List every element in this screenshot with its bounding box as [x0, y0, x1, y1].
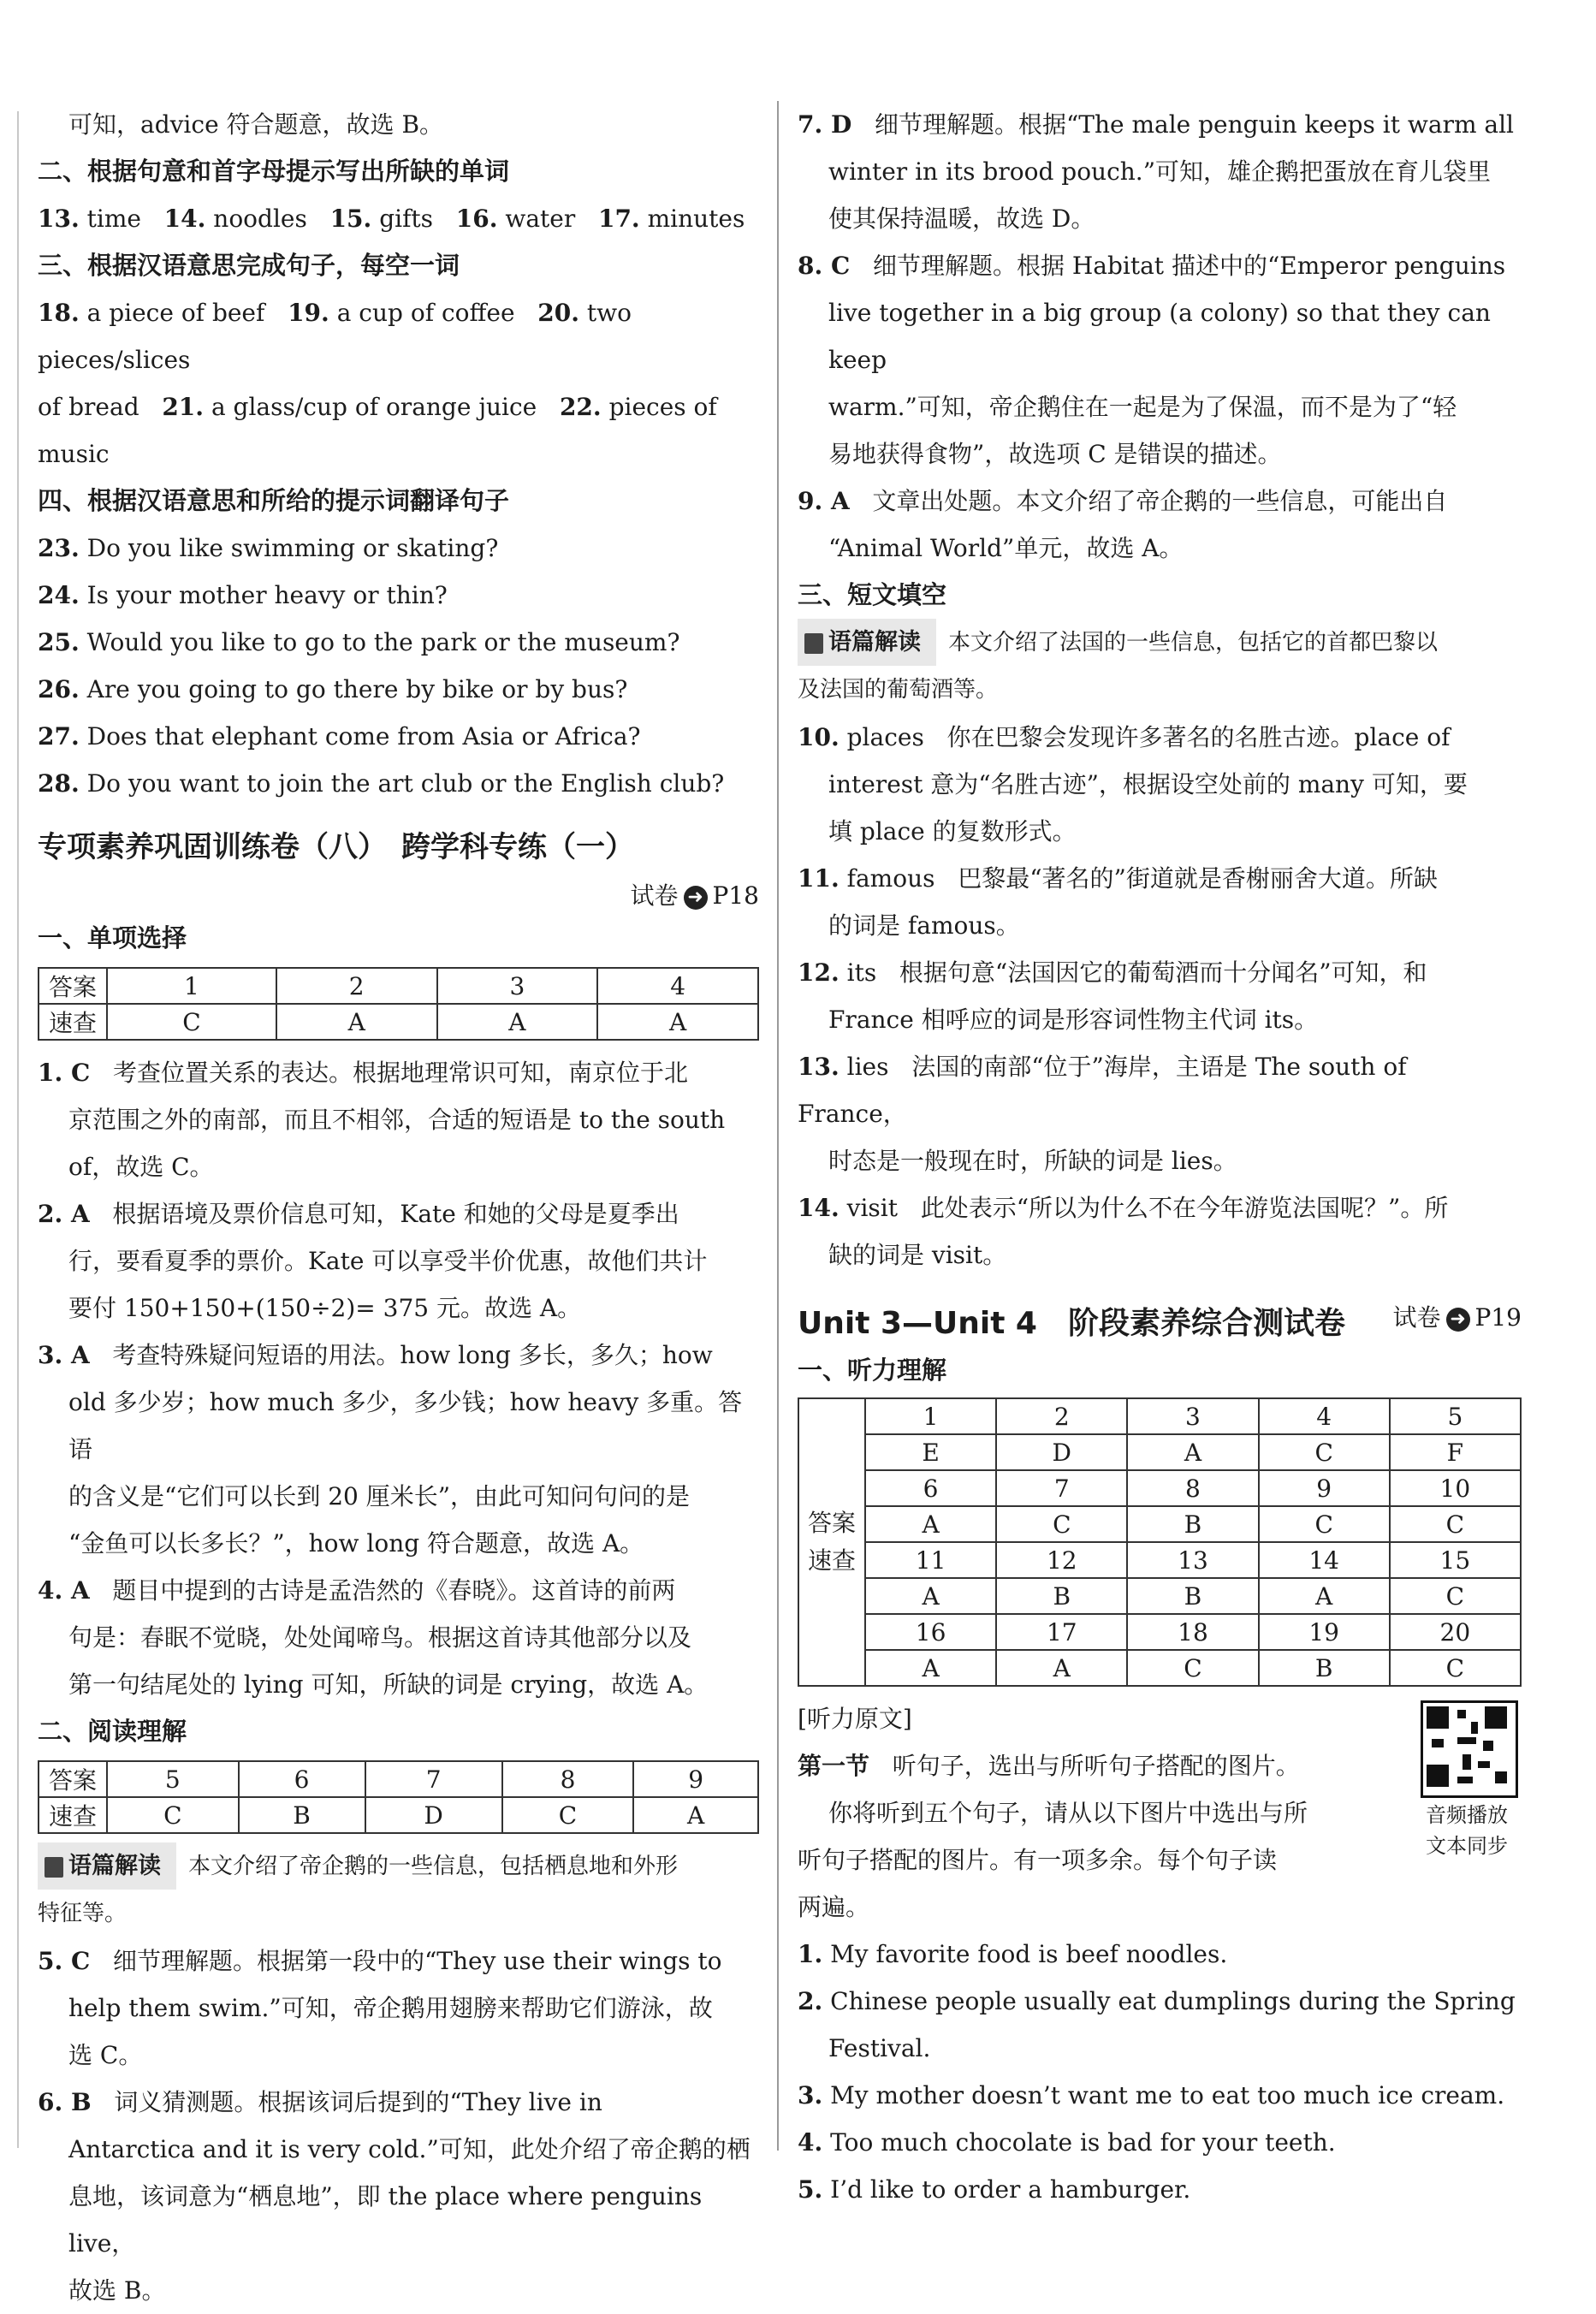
table-cell: C	[1127, 1650, 1258, 1686]
explanation-line: 的词是 famous。	[828, 911, 1020, 940]
item-number: 2.	[798, 1987, 823, 2015]
table-cell: B	[1127, 1506, 1258, 1542]
table-cell: E	[865, 1434, 996, 1470]
answer-text: Is your mother heavy or thin?	[86, 581, 448, 609]
book-icon	[804, 633, 823, 654]
instruction-line: 两遍。	[798, 1893, 870, 1921]
table-header: 答案	[39, 1761, 107, 1797]
listening-item	[798, 1931, 1522, 1978]
item-number: 9. A	[798, 487, 850, 515]
item-number: 21.	[162, 393, 205, 421]
explanation-line	[38, 1190, 759, 1237]
text-line: 可知，advice 符合题意，故选 B。	[68, 110, 444, 139]
table-header-text: 答案	[807, 1509, 856, 1537]
item-number: 10.	[798, 723, 840, 751]
paper-title: 专项素养巩固训练卷（八） 跨学科专练（一）	[38, 830, 634, 864]
table-cell: 10	[1390, 1470, 1521, 1506]
explanation-item	[38, 1567, 759, 1708]
item-number: 14.	[163, 205, 206, 233]
item-number: 22.	[559, 393, 602, 421]
answer-word: famous	[846, 864, 935, 893]
answer-text: gifts	[379, 205, 434, 233]
item-number: 17.	[597, 205, 640, 233]
explanation-line	[798, 1043, 1522, 1137]
table-cell: 3	[437, 968, 598, 1004]
answer-word: places	[846, 723, 924, 751]
answer-text: pieces of music	[38, 393, 717, 468]
table-cell: 16	[865, 1614, 996, 1650]
table-cell: 20	[1390, 1614, 1521, 1650]
table-cell: C	[996, 1506, 1127, 1542]
listening-item	[798, 2072, 1522, 2119]
arrow-right-icon: ➜	[1446, 1308, 1470, 1332]
explanation-text: 根据语境及票价信息可知，Kate 和她的父母是夏季出	[112, 1200, 679, 1228]
explanation-item	[798, 242, 1522, 478]
table-header-text: 速查	[807, 1546, 856, 1575]
table-cell: A	[633, 1797, 758, 1833]
item-number: 24.	[38, 581, 80, 609]
item-number: 5.	[798, 2175, 823, 2204]
answer-text: of bread	[38, 393, 139, 421]
listening-header: [听力原文]	[798, 1705, 912, 1733]
listening-text: My mother doesn’t want me to eat too much ice cream.	[830, 2081, 1505, 2109]
explanation-line	[38, 1937, 759, 1985]
answer-text: Are you going to go there by bike or by bus?	[86, 675, 628, 703]
explanation-line	[798, 1184, 1522, 1231]
listening-item	[798, 2166, 1522, 2213]
unit-title-row	[798, 1287, 1522, 1347]
answer-text: two pieces/slices	[38, 299, 632, 374]
section-heading: 一、听力理解	[798, 1356, 947, 1385]
passage-summary	[38, 1842, 759, 1890]
table-header: 速查	[39, 1004, 107, 1040]
table-cell: 12	[996, 1542, 1127, 1578]
explanation-line: 的含义是“它们可以长到 20 厘米长”，由此可知问句问的是	[68, 1482, 691, 1510]
qr-caption-line: 音频播放	[1426, 1803, 1508, 1827]
explanation-text: 细节理解题。根据第一段中的“They use their wings to	[112, 1947, 722, 1975]
table-cell: C	[1390, 1506, 1521, 1542]
table-cell: 14	[1259, 1542, 1390, 1578]
table-cell: 11	[865, 1542, 996, 1578]
column-divider	[777, 101, 779, 2151]
qr-code-icon[interactable]	[1421, 1700, 1518, 1798]
section-heading: 四、根据汉语意思和所给的提示词翻译句子	[38, 486, 510, 515]
answer-line	[38, 760, 759, 807]
listening-text: Too much chocolate is bad for your teeth.	[830, 2128, 1336, 2157]
item-number: 2. A	[38, 1200, 90, 1228]
section-heading: 二、根据句意和首字母提示写出所缺的单词	[38, 157, 510, 186]
binding-margin-line	[17, 111, 19, 2148]
answer-text: Do you want to join the art club or the English club?	[86, 769, 725, 798]
explanation-line: live together in a big group (a colony) so that they can keep	[828, 299, 1491, 374]
explanation-item	[38, 1190, 759, 1332]
item-number: 18.	[38, 299, 80, 327]
answer-line	[38, 572, 759, 619]
explanation-line: 选 C。	[68, 2041, 143, 2069]
table-cell: C	[107, 1004, 276, 1040]
explanation-item	[38, 1049, 759, 1190]
answer-word: lies	[846, 1053, 889, 1081]
answer-line	[38, 666, 759, 713]
answer-text: Would you like to go to the park or the museum?	[86, 628, 680, 656]
item-number: 1.	[798, 1940, 823, 1968]
table-cell: A	[597, 1004, 758, 1040]
table-header	[798, 1398, 865, 1686]
answer-text: water	[505, 205, 576, 233]
explanation-line	[38, 1567, 759, 1614]
ref-label: 试卷	[1392, 1303, 1441, 1332]
explanation-item	[798, 949, 1522, 1043]
explanation-line	[798, 714, 1522, 761]
table-cell: A	[1259, 1578, 1390, 1614]
explanation-text: 此处表示“所以为什么不在今年游览法国呢？”。所	[920, 1194, 1449, 1222]
explanation-line	[38, 1332, 759, 1379]
table-cell: C	[1259, 1434, 1390, 1470]
item-number: 4.	[798, 2128, 823, 2157]
table-cell: B	[1127, 1578, 1258, 1614]
explanation-text: 根据句意“法国因它的葡萄酒而十分闻名”可知，和	[899, 958, 1427, 987]
table-cell: 6	[239, 1761, 365, 1797]
answer-line	[38, 289, 759, 383]
item-number: 5. C	[38, 1947, 91, 1975]
book-icon	[44, 1857, 63, 1878]
item-number: 4. A	[38, 1576, 90, 1605]
item-number: 13.	[798, 1053, 840, 1081]
ref-page: P18	[712, 881, 759, 910]
table-cell: A	[276, 1004, 437, 1040]
item-number: 27.	[38, 722, 80, 751]
explanation-line	[798, 242, 1522, 289]
table-cell: B	[1259, 1650, 1390, 1686]
table-cell: 15	[1390, 1542, 1521, 1578]
item-number: 28.	[38, 769, 80, 798]
explanation-item	[798, 1043, 1522, 1184]
explanation-text: 你在巴黎会发现许多著名的名胜古迹。place of	[946, 723, 1451, 751]
instruction-line: 听句子搭配的图片。有一项多余。每个句子读	[798, 1846, 1278, 1874]
explanation-item	[38, 1937, 759, 2079]
passage-label-text: 语篇解读	[828, 629, 921, 656]
listening-text: Festival.	[828, 2034, 931, 2062]
listening-script	[798, 1695, 1522, 2213]
item-number: 12.	[798, 958, 840, 987]
explanation-line	[798, 949, 1522, 996]
item-number: 14.	[798, 1194, 840, 1222]
table-cell: 5	[107, 1761, 239, 1797]
table-cell: A	[437, 1004, 598, 1040]
answer-word: visit	[846, 1194, 898, 1222]
section-heading: 三、根据汉语意思完成句子，每空一词	[38, 251, 460, 280]
answer-text: a glass/cup of orange juice	[211, 393, 537, 421]
explanation-text: 巴黎最“著名的”街道就是香榭丽舍大道。所缺	[958, 864, 1438, 893]
ref-page: P19	[1474, 1303, 1522, 1332]
table-header: 速查	[39, 1797, 107, 1833]
answer-word: its	[846, 958, 877, 987]
explanation-line: 第一句结尾处的 lying 可知，所缺的词是 crying，故选 A。	[68, 1670, 709, 1699]
table-cell: B	[996, 1578, 1127, 1614]
explanation-item	[38, 1332, 759, 1567]
explanation-item	[38, 2079, 759, 2314]
item-number: 11.	[798, 864, 840, 893]
explanation-item	[798, 101, 1522, 242]
table-cell: 7	[365, 1761, 502, 1797]
table-cell: A	[1127, 1434, 1258, 1470]
table-cell: 8	[1127, 1470, 1258, 1506]
table-cell: A	[996, 1650, 1127, 1686]
table-header: 答案	[39, 968, 107, 1004]
explanation-line: warm.”可知，帝企鹅住在一起是为了保温，而不是为了“轻	[828, 393, 1457, 421]
explanation-item	[798, 478, 1522, 572]
listening-item	[798, 1978, 1522, 2025]
table-cell: 7	[996, 1470, 1127, 1506]
table-cell: 4	[597, 968, 758, 1004]
section-heading: 一、单项选择	[38, 923, 187, 952]
explanation-text: 细节理解题。根据 Habitat 描述中的“Emperor penguins	[872, 252, 1506, 280]
table-cell: C	[1390, 1578, 1521, 1614]
explanation-text: 考查特殊疑问短语的用法。how long 多长，多久；how	[112, 1341, 713, 1369]
ref-label: 试卷	[630, 881, 679, 910]
explanation-line: interest 意为“名胜古迹”，根据设空处前的 many 可知，要	[828, 770, 1468, 798]
passage-summary-line: 特征等。	[38, 1901, 128, 1926]
left-column	[38, 101, 759, 2314]
explanation-text: 题目中提到的古诗是孟浩然的《春晓》。这首诗的前两	[112, 1576, 676, 1605]
passage-summary-line: 及法国的葡萄酒等。	[798, 677, 999, 703]
table-cell: 1	[107, 968, 276, 1004]
table-cell: 19	[1259, 1614, 1390, 1650]
table-cell: 2	[276, 968, 437, 1004]
qr-caption-line: 文本同步	[1426, 1834, 1508, 1858]
explanation-line: 要付 150+150+(150÷2)= 375 元。故选 A。	[68, 1294, 582, 1322]
table-cell: 5	[1390, 1398, 1521, 1434]
explanation-line	[798, 855, 1522, 902]
explanation-line: 句是：春眠不觉晓，处处闻啼鸟。根据这首诗其他部分以及	[68, 1623, 692, 1652]
arrow-right-icon: ➜	[684, 886, 708, 910]
explanation-line: France 相呼应的词是形容词性物主代词 its。	[828, 1006, 1319, 1034]
explanation-text: 细节理解题。根据“The male penguin keeps it warm all	[874, 110, 1515, 139]
answer-table	[798, 1397, 1522, 1687]
answer-text: a cup of coffee	[336, 299, 515, 327]
paper-title: Unit 3—Unit 4 阶段素养综合测试卷	[798, 1306, 1345, 1341]
section-heading: 三、短文填空	[798, 580, 947, 609]
explanation-line	[798, 478, 1522, 525]
item-number: 25.	[38, 628, 80, 656]
explanation-text: 文章出处题。本文介绍了帝企鹅的一些信息，可能出自	[872, 487, 1448, 515]
listening-item	[798, 2025, 1522, 2072]
listening-item	[798, 2119, 1522, 2166]
item-number: 19.	[288, 299, 329, 327]
table-cell: A	[865, 1578, 996, 1614]
explanation-line	[38, 1049, 759, 1096]
table-cell: 13	[1127, 1542, 1258, 1578]
explanation-line: 行，要看夏季的票价。Kate 可以享受半价优惠，故他们共计	[68, 1247, 708, 1275]
answer-line	[38, 525, 759, 572]
explanation-line: 易地获得食物”，故选项 C 是错误的描述。	[828, 440, 1282, 468]
explanation-item	[798, 714, 1522, 855]
listening-text: Chinese people usually eat dumplings during the Spring	[830, 1987, 1516, 2015]
table-cell: F	[1390, 1434, 1521, 1470]
answer-line	[38, 713, 759, 760]
table-cell: C	[1390, 1650, 1521, 1686]
explanation-line: 时态是一般现在时，所缺的词是 lies。	[828, 1147, 1237, 1175]
explanation-line: 缺的词是 visit。	[828, 1241, 1007, 1269]
explanation-line: 使其保持温暖，故选 D。	[828, 205, 1095, 233]
paper-reference	[1393, 1294, 1522, 1341]
item-number: 6. B	[38, 2088, 92, 2116]
answer-text: a piece of beef	[86, 299, 265, 327]
explanation-line: winter in its brood pouch.”可知，雄企鹅把蛋放在育儿袋里	[828, 157, 1492, 186]
item-number: 13.	[38, 205, 80, 233]
explanation-item	[798, 855, 1522, 949]
item-number: 20.	[537, 299, 579, 327]
table-cell: 8	[502, 1761, 634, 1797]
answer-line	[38, 383, 759, 478]
explanation-text: 法国的南部“位于”海岸，主语是 The south of France，	[798, 1053, 1407, 1128]
table-cell: 17	[996, 1614, 1127, 1650]
answer-line	[38, 195, 759, 242]
explanation-line: 京范围之外的南部，而且不相邻，合适的短语是 to the south	[68, 1106, 726, 1134]
table-cell: 18	[1127, 1614, 1258, 1650]
answer-text: noodles	[213, 205, 307, 233]
answer-table	[38, 1760, 759, 1834]
section-label: 第一节	[798, 1752, 870, 1780]
paper-reference	[38, 877, 759, 915]
explanation-line	[798, 101, 1522, 148]
item-number: 26.	[38, 675, 80, 703]
passage-summary	[798, 619, 1522, 667]
instruction-line: 你将听到五个句子，请从以下图片中选出与所	[828, 1799, 1308, 1827]
right-column	[798, 101, 1522, 2213]
answer-text: Do you like swimming or skating?	[86, 534, 499, 562]
item-number: 3. A	[38, 1341, 90, 1369]
table-cell: 3	[1127, 1398, 1258, 1434]
table-cell: 6	[865, 1470, 996, 1506]
table-cell: 1	[865, 1398, 996, 1434]
passage-label	[38, 1842, 176, 1890]
table-cell: 9	[1259, 1470, 1390, 1506]
item-number: 1. C	[38, 1059, 91, 1087]
listening-text: I’d like to order a hamburger.	[830, 2175, 1191, 2204]
explanation-line: 息地，该词意为“栖息地”，即 the place where penguins live，	[68, 2182, 703, 2258]
item-number: 16.	[455, 205, 498, 233]
explanation-line: Antarctica and it is very cold.”可知，此处介绍了帝企鹅的栖	[68, 2135, 751, 2163]
section-instruction: 听句子，选出与所听句子搭配的图片。	[892, 1752, 1300, 1780]
table-cell: B	[239, 1797, 365, 1833]
answer-text: minutes	[647, 205, 745, 233]
answer-text: time	[86, 205, 141, 233]
item-number: 3.	[798, 2081, 823, 2109]
explanation-line: “金鱼可以长多长？”，how long 符合题意，故选 A。	[68, 1529, 644, 1558]
passage-summary-text: 本文介绍了法国的一些信息，包括它的首都巴黎以	[948, 630, 1439, 656]
table-cell: A	[865, 1650, 996, 1686]
section-heading: 二、阅读理解	[38, 1717, 187, 1746]
item-number: 15.	[329, 205, 372, 233]
listening-section	[798, 1742, 1397, 1789]
table-cell: 2	[996, 1398, 1127, 1434]
listening-text: My favorite food is beef noodles.	[830, 1940, 1228, 1968]
explanation-text: 词义猜测题。根据该词后提到的“They live in	[114, 2088, 602, 2116]
table-cell: D	[365, 1797, 502, 1833]
table-cell: 4	[1259, 1398, 1390, 1434]
answer-table	[38, 967, 759, 1041]
explanation-line: of，故选 C。	[68, 1153, 214, 1181]
table-cell: C	[107, 1797, 239, 1833]
explanation-line	[38, 2079, 759, 2126]
explanation-line: 填 place 的复数形式。	[828, 817, 1077, 846]
explanation-line: 故选 B。	[68, 2276, 166, 2305]
item-number: 23.	[38, 534, 80, 562]
explanation-item	[798, 1184, 1522, 1279]
explanation-text: 考查位置关系的表达。根据地理常识可知，南京位于北	[112, 1059, 688, 1087]
table-cell: C	[502, 1797, 634, 1833]
item-number: 7. D	[798, 110, 852, 139]
explanation-line: old 多少岁；how much 多少，多少钱；how heavy 多重。答语	[68, 1388, 743, 1463]
table-cell: D	[996, 1434, 1127, 1470]
explanation-line: “Animal World”单元，故选 A。	[828, 534, 1184, 562]
passage-summary-text: 本文介绍了帝企鹅的一些信息，包括栖息地和外形	[188, 1854, 679, 1879]
table-cell: A	[865, 1506, 996, 1542]
answer-line	[38, 619, 759, 666]
qr-caption	[1415, 1800, 1518, 1861]
explanation-line: help them swim.”可知，帝企鹅用翅膀来帮助它们游泳，故	[68, 1994, 713, 2022]
item-number: 8. C	[798, 252, 851, 280]
passage-label-text: 语篇解读	[68, 1853, 161, 1879]
table-cell: 9	[633, 1761, 758, 1797]
passage-label	[798, 619, 936, 666]
table-cell: C	[1259, 1506, 1390, 1542]
answer-text: Does that elephant come from Asia or Africa?	[86, 722, 641, 751]
